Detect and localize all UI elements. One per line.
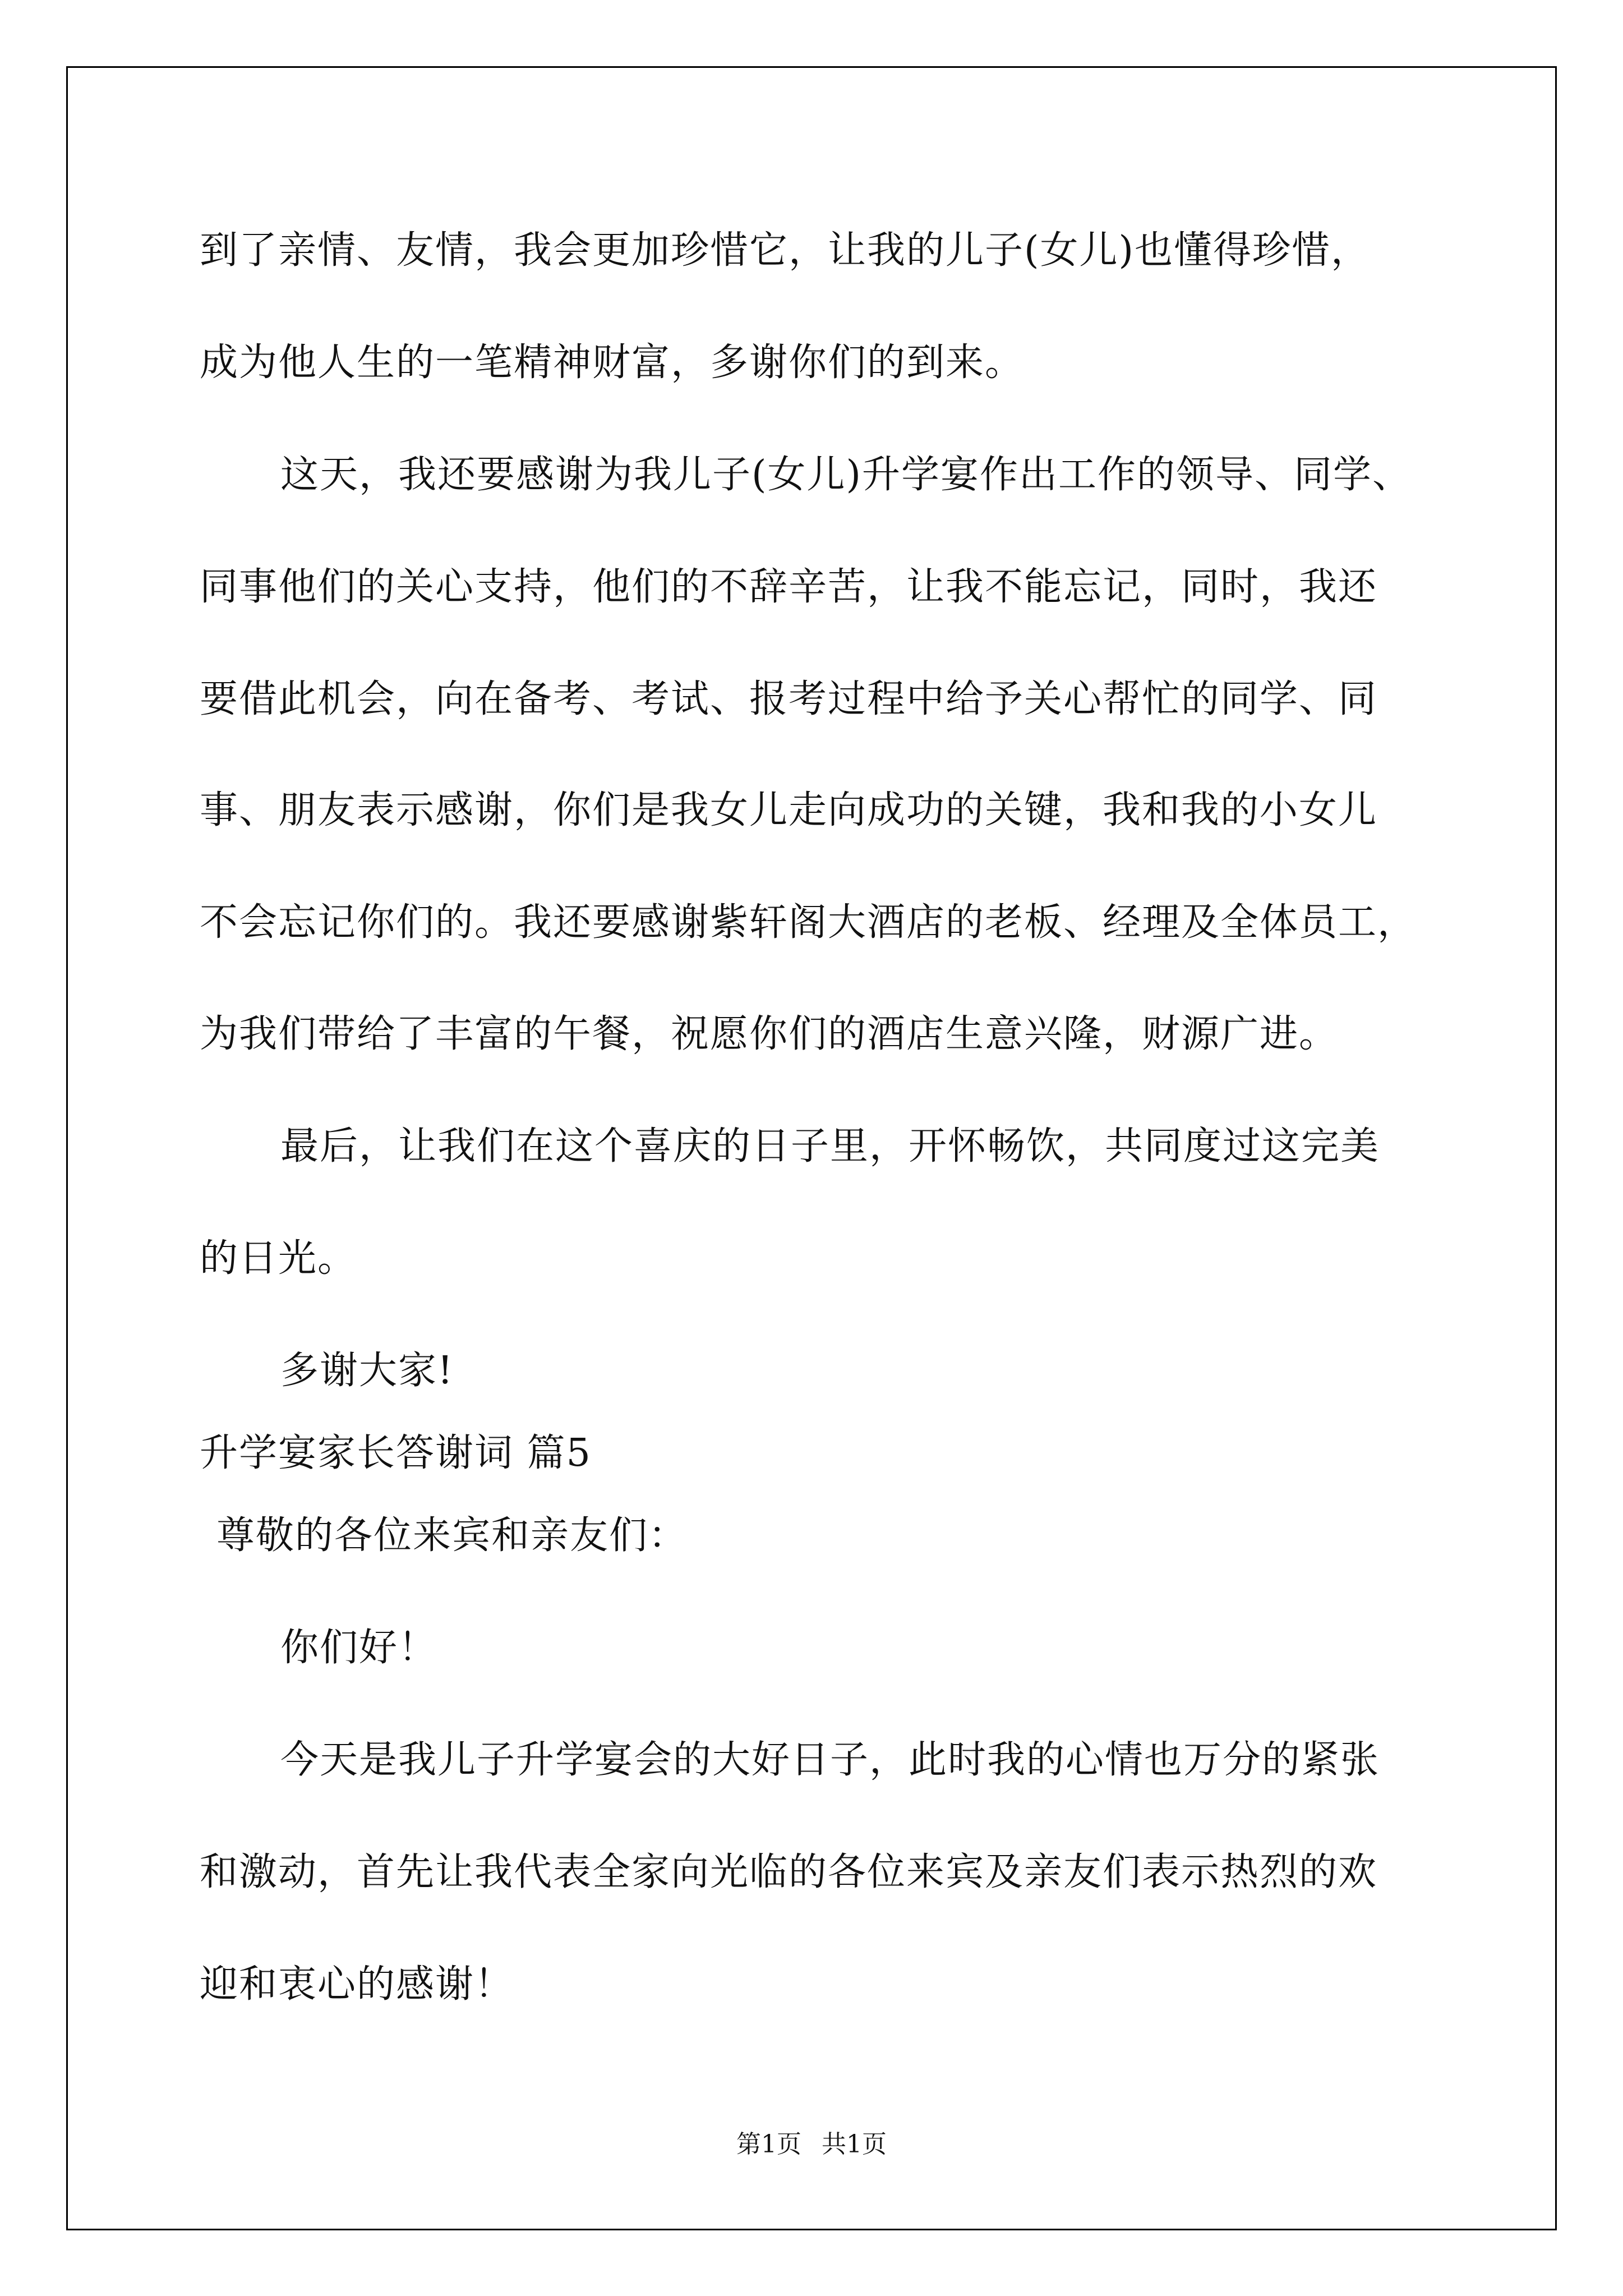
salutation: 尊敬的各位来宾和亲友们： [216, 1513, 688, 1558]
greeting: 你们好！ [280, 1626, 438, 1670]
body-line-13: 迎和衷心的感谢！ [200, 1962, 514, 2007]
body-line-2: 成为他人生的一笔精神财富，多谢你们的到来。 [200, 341, 1025, 385]
body-line-5: 要借此机会，向在备考、考试、报考过程中给予关心帮忙的同学、同 [200, 677, 1378, 721]
body-line-3: 这天，我还要感谢为我儿子(女儿)升学宴作出工作的领导、同学、 [280, 453, 1412, 497]
body-line-10: 的日光。 [200, 1236, 357, 1281]
body-line-8: 为我们带给了丰富的午餐，祝愿你们的酒店生意兴隆，财源广进。 [200, 1012, 1339, 1056]
section-heading: 升学宴家长答谢词 篇5 [200, 1431, 592, 1475]
page-footer [0, 2129, 1623, 2160]
body-line-9: 最后，让我们在这个喜庆的日子里，开怀畅饮，共同度过这完美 [280, 1124, 1380, 1168]
body-line-12: 和激动，首先让我代表全家向光临的各位来宾及亲友们表示热烈的欢 [200, 1850, 1378, 1894]
body-line-1: 到了亲情、友情，我会更加珍惜它，让我的儿子(女儿)也懂得珍惜， [200, 228, 1371, 273]
closing-line: 多谢大家! [280, 1349, 454, 1393]
body-line-4: 同事他们的关心支持，他们的不辞辛苦，让我不能忘记，同时，我还 [200, 565, 1378, 609]
page-total: 共1页 [822, 2130, 887, 2159]
body-line-7: 不会忘记你们的。我还要感谢紫轩阁大酒店的老板、经理及全体员工， [200, 900, 1417, 945]
body-line-11: 今天是我儿子升学宴会的大好日子，此时我的心情也万分的紧张 [280, 1738, 1380, 1782]
body-line-6: 事、朋友表示感谢，你们是我女儿走向成功的关键，我和我的小女儿 [200, 788, 1378, 832]
page-number: 第1页 [736, 2130, 801, 2159]
